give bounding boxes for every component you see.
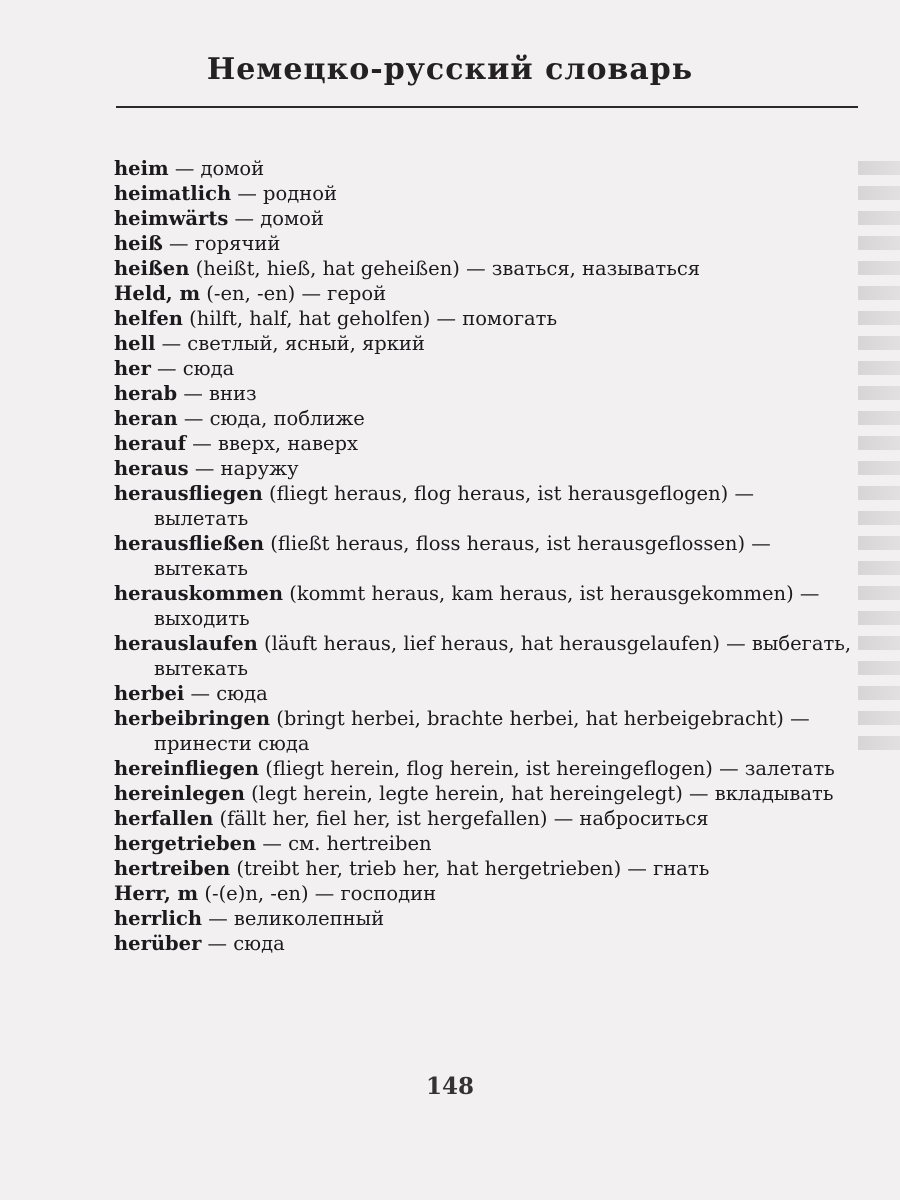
entry-definition: (fliegt heraus, flog heraus, ist herausgeflogen) — вылетать xyxy=(154,482,754,530)
dictionary-entry xyxy=(114,406,854,431)
entry-definition: — сюда xyxy=(150,357,235,380)
dictionary-entry xyxy=(114,156,854,181)
entry-definition: — вверх, наверх xyxy=(186,432,358,455)
dictionary-entry xyxy=(114,306,854,331)
entry-definition: (hilft, half, hat geholfen) — помогать xyxy=(182,307,558,330)
entry-definition: (fließt heraus, floss heraus, ist herausgeflossen) — вытекать xyxy=(154,532,771,580)
page-number: 148 xyxy=(425,1073,474,1100)
entry-definition: (fällt her, fiel her, ist hergefallen) — наброситься xyxy=(213,807,709,830)
dictionary-entry xyxy=(114,856,854,881)
entry-headword: herauf xyxy=(114,432,187,455)
dictionary-entry xyxy=(114,281,854,306)
dictionary-entry xyxy=(114,781,854,806)
entry-headword: hertreiben xyxy=(114,857,231,880)
entry-definition: (fliegt herein, flog herein, ist hereingeflogen) — залетать xyxy=(259,757,835,780)
entry-headword: her xyxy=(114,357,151,380)
dictionary-entry xyxy=(114,806,854,831)
dictionary-entry xyxy=(114,831,854,856)
entry-headword: hereinfliegen xyxy=(114,757,260,780)
entry-definition: (heißt, hieß, hat geheißen) — зваться, называться xyxy=(189,257,701,280)
entry-definition: — сюда, поближе xyxy=(177,407,365,430)
entry-definition: — домой xyxy=(168,157,265,180)
entry-definition: — домой xyxy=(228,207,324,230)
dictionary-entry xyxy=(114,331,854,356)
entry-definition: (treibt her, trieb her, hat hergetrieben) — гнать xyxy=(230,857,710,880)
entry-definition: (-en, -en) — герой xyxy=(200,282,387,305)
entry-definition: (bringt herbei, brachte herbei, hat herbeigebracht) — принести сюда xyxy=(154,707,810,755)
entry-headword: heiß xyxy=(114,232,163,255)
dictionary-entry xyxy=(114,881,854,906)
entry-definition: — вниз xyxy=(177,382,257,405)
entry-headword: hergetrieben xyxy=(114,832,257,855)
entry-definition: — горячий xyxy=(162,232,281,255)
entry-headword: herrlich xyxy=(114,907,202,930)
entry-definition: — родной xyxy=(231,182,338,205)
entry-definition: — сюда xyxy=(184,682,268,705)
entry-definition: — великолепный xyxy=(202,907,385,930)
entry-headword: herüber xyxy=(114,932,202,955)
dictionary-entry xyxy=(114,206,854,231)
dictionary-entry xyxy=(114,356,854,381)
entry-headword: herbeibringen xyxy=(114,707,271,730)
entry-definition: (-(e)n, -en) — господин xyxy=(198,882,437,905)
entry-headword: herab xyxy=(114,382,178,405)
dictionary-entry xyxy=(114,481,854,531)
dictionary-entry xyxy=(114,681,854,706)
entry-headword: hereinlegen xyxy=(114,782,245,805)
dictionary-entry xyxy=(114,706,854,756)
entry-definition: (läuft heraus, lief heraus, hat herausgelaufen) — выбегать, вытекать xyxy=(154,632,852,680)
facing-page-bleed-through xyxy=(858,150,900,1020)
entry-headword: herauslaufen xyxy=(114,632,258,655)
entry-headword: heran xyxy=(114,407,178,430)
entry-definition: — сюда xyxy=(201,932,285,955)
entry-headword: Herr, m xyxy=(114,882,199,905)
entry-headword: hell xyxy=(114,332,156,355)
page-title: Немецко-русский словарь xyxy=(206,52,694,87)
dictionary-entry xyxy=(114,631,854,681)
entry-headword: helfen xyxy=(114,307,183,330)
dictionary-entry xyxy=(114,581,854,631)
entry-definition: (legt herein, legte herein, hat hereingelegt) — вкладывать xyxy=(244,782,834,805)
entry-headword: herauskommen xyxy=(114,582,284,605)
dictionary-entry xyxy=(114,231,854,256)
entry-headword: herfallen xyxy=(114,807,214,830)
dictionary-entry xyxy=(114,456,854,481)
dictionary-entry xyxy=(114,181,854,206)
dictionary-entry xyxy=(114,531,854,581)
dictionary-entry xyxy=(114,431,854,456)
dictionary-entry xyxy=(114,381,854,406)
entry-headword: herbei xyxy=(114,682,185,705)
entry-definition: (kommt heraus, kam heraus, ist herausgekommen) — выходить xyxy=(154,582,820,630)
dictionary-entry xyxy=(114,256,854,281)
dictionary-entry xyxy=(114,931,854,956)
dictionary-entry xyxy=(114,756,854,781)
dictionary-entry-list xyxy=(114,156,854,956)
entry-definition: — светлый, ясный, яркий xyxy=(155,332,425,355)
entry-headword: heraus xyxy=(114,457,189,480)
dictionary-entry xyxy=(114,906,854,931)
entry-headword: heißen xyxy=(114,257,190,280)
entry-headword: Held, m xyxy=(114,282,201,305)
entry-headword: herausfliegen xyxy=(114,482,263,505)
entry-headword: heimatlich xyxy=(114,182,232,205)
entry-headword: heimwärts xyxy=(114,207,229,230)
entry-definition: — наружу xyxy=(188,457,299,480)
title-divider xyxy=(116,106,858,108)
entry-headword: heim xyxy=(114,157,169,180)
entry-headword: herausfließen xyxy=(114,532,265,555)
entry-definition: — см. hertreiben xyxy=(256,832,432,855)
